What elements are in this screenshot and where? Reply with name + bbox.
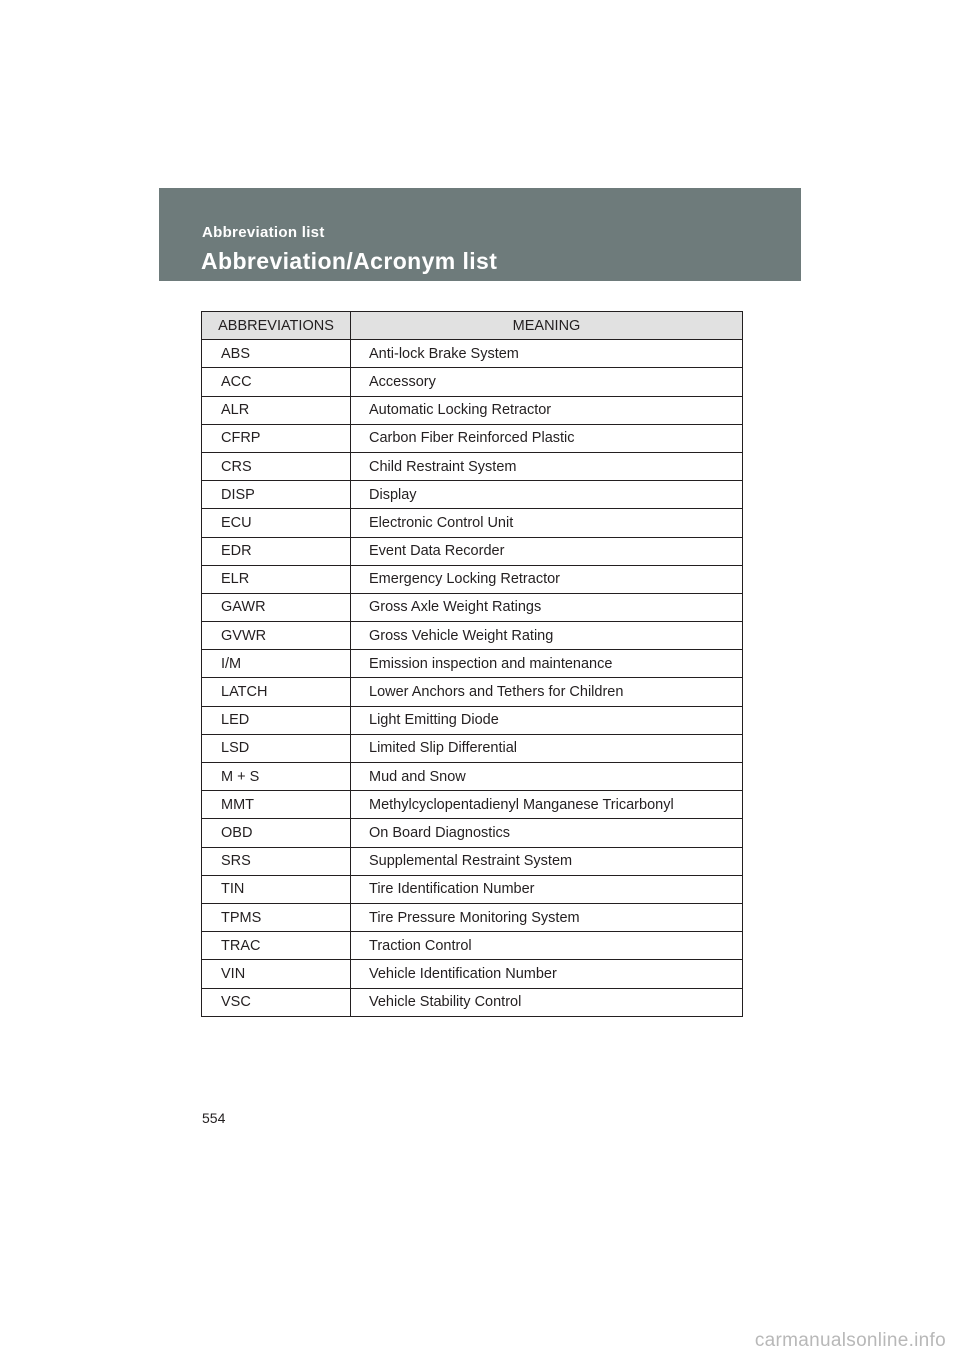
column-header-meaning: MEANING bbox=[351, 312, 743, 340]
table-row bbox=[202, 368, 743, 396]
abbreviation-cell: ACC bbox=[202, 368, 351, 396]
table-row bbox=[202, 593, 743, 621]
meaning-cell: Carbon Fiber Reinforced Plastic bbox=[351, 424, 743, 452]
meaning-cell: Methylcyclopentadienyl Manganese Tricarbonyl bbox=[351, 791, 743, 819]
meaning-cell: Lower Anchors and Tethers for Children bbox=[351, 678, 743, 706]
table-row bbox=[202, 622, 743, 650]
table-row bbox=[202, 424, 743, 452]
meaning-cell: Vehicle Stability Control bbox=[351, 988, 743, 1016]
table-row bbox=[202, 650, 743, 678]
table-row bbox=[202, 819, 743, 847]
meaning-cell: Gross Vehicle Weight Rating bbox=[351, 622, 743, 650]
abbreviation-cell: LED bbox=[202, 706, 351, 734]
abbreviation-cell: ELR bbox=[202, 565, 351, 593]
meaning-cell: Supplemental Restraint System bbox=[351, 847, 743, 875]
table-row bbox=[202, 452, 743, 480]
page-number: 554 bbox=[202, 1110, 226, 1126]
table-row bbox=[202, 847, 743, 875]
table-row bbox=[202, 509, 743, 537]
abbreviation-cell: LATCH bbox=[202, 678, 351, 706]
abbreviation-cell: TPMS bbox=[202, 903, 351, 931]
section-label: Abbreviation list bbox=[202, 224, 325, 241]
abbreviation-cell: TRAC bbox=[202, 932, 351, 960]
table-row bbox=[202, 678, 743, 706]
table-row bbox=[202, 340, 743, 368]
abbreviation-cell: MMT bbox=[202, 791, 351, 819]
table-row bbox=[202, 537, 743, 565]
meaning-cell: Automatic Locking Retractor bbox=[351, 396, 743, 424]
meaning-cell: Child Restraint System bbox=[351, 452, 743, 480]
section-header-band bbox=[159, 188, 801, 281]
meaning-cell: Light Emitting Diode bbox=[351, 706, 743, 734]
table-row bbox=[202, 960, 743, 988]
abbreviation-cell: TIN bbox=[202, 875, 351, 903]
meaning-cell: Traction Control bbox=[351, 932, 743, 960]
meaning-cell: Vehicle Identification Number bbox=[351, 960, 743, 988]
column-header-abbreviations: ABBREVIATIONS bbox=[202, 312, 351, 340]
meaning-cell: Limited Slip Differential bbox=[351, 734, 743, 762]
meaning-cell: Gross Axle Weight Ratings bbox=[351, 593, 743, 621]
watermark: carmanualsonline.info bbox=[754, 1330, 946, 1351]
abbreviation-cell: ABS bbox=[202, 340, 351, 368]
abbreviation-cell: LSD bbox=[202, 734, 351, 762]
abbreviation-cell: CFRP bbox=[202, 424, 351, 452]
page-title: Abbreviation/Acronym list bbox=[201, 248, 498, 274]
table-body bbox=[202, 340, 743, 1017]
abbreviation-cell: DISP bbox=[202, 481, 351, 509]
table-row bbox=[202, 988, 743, 1016]
meaning-cell: Anti-lock Brake System bbox=[351, 340, 743, 368]
abbreviation-cell: ECU bbox=[202, 509, 351, 537]
table-row bbox=[202, 396, 743, 424]
abbreviation-cell: GAWR bbox=[202, 593, 351, 621]
meaning-cell: Tire Pressure Monitoring System bbox=[351, 903, 743, 931]
abbreviation-cell: SRS bbox=[202, 847, 351, 875]
table-row bbox=[202, 706, 743, 734]
table-row bbox=[202, 734, 743, 762]
table-row bbox=[202, 791, 743, 819]
meaning-cell: On Board Diagnostics bbox=[351, 819, 743, 847]
abbreviation-cell: M + S bbox=[202, 763, 351, 791]
table-row bbox=[202, 932, 743, 960]
abbreviation-cell: CRS bbox=[202, 452, 351, 480]
abbreviation-cell: VSC bbox=[202, 988, 351, 1016]
abbreviation-cell: I/M bbox=[202, 650, 351, 678]
abbreviation-cell: OBD bbox=[202, 819, 351, 847]
abbreviation-cell: ALR bbox=[202, 396, 351, 424]
abbreviation-table bbox=[201, 311, 743, 1017]
meaning-cell: Mud and Snow bbox=[351, 763, 743, 791]
abbreviation-cell: VIN bbox=[202, 960, 351, 988]
meaning-cell: Emission inspection and maintenance bbox=[351, 650, 743, 678]
meaning-cell: Tire Identification Number bbox=[351, 875, 743, 903]
meaning-cell: Emergency Locking Retractor bbox=[351, 565, 743, 593]
meaning-cell: Event Data Recorder bbox=[351, 537, 743, 565]
table-row bbox=[202, 481, 743, 509]
abbreviation-cell: GVWR bbox=[202, 622, 351, 650]
abbreviation-cell: EDR bbox=[202, 537, 351, 565]
table-header-row bbox=[202, 312, 743, 340]
table-row bbox=[202, 565, 743, 593]
table-row bbox=[202, 763, 743, 791]
table-row bbox=[202, 903, 743, 931]
meaning-cell: Accessory bbox=[351, 368, 743, 396]
meaning-cell: Display bbox=[351, 481, 743, 509]
table-row bbox=[202, 875, 743, 903]
meaning-cell: Electronic Control Unit bbox=[351, 509, 743, 537]
